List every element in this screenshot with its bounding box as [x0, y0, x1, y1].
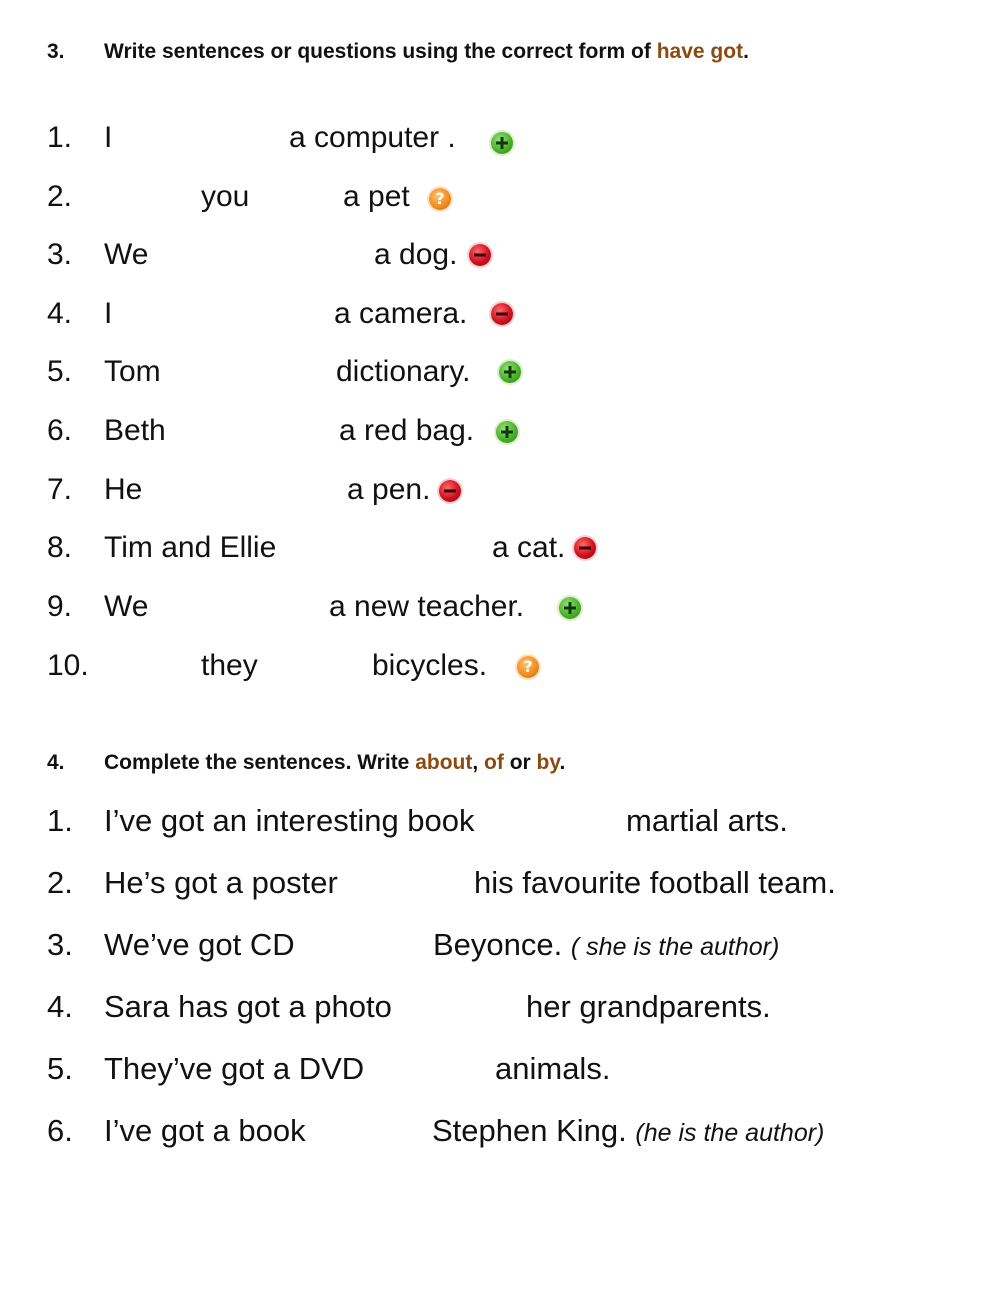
s3-item-subject: Tim and Ellie	[104, 531, 277, 564]
s4-item-start: We’ve got CD	[104, 927, 295, 962]
s4-item-number: 1.	[47, 803, 73, 838]
s4-item-end-text: Beyonce.	[433, 927, 563, 962]
keyword-about: about	[415, 751, 473, 774]
s4-item-number: 2.	[47, 865, 73, 900]
s4-item-number: 3.	[47, 927, 73, 962]
keyword-by: by	[536, 751, 560, 774]
s3-item-object: a camera.	[334, 297, 468, 330]
s3-item-object: a cat.	[492, 531, 566, 564]
s3-item-number: 8.	[47, 531, 73, 564]
s3-item-subject: Beth	[104, 414, 166, 447]
question-icon: ?	[517, 656, 539, 678]
instruction-comma: ,	[472, 751, 485, 774]
s4-item-number: 5.	[47, 1051, 73, 1086]
s3-item-number: 7.	[47, 473, 73, 506]
s3-item-number: 9.	[47, 590, 73, 623]
s3-item-subject: I	[104, 297, 113, 330]
s3-item-object: a pet	[343, 180, 410, 213]
s3-item-object: a computer .	[289, 121, 456, 154]
s3-item-number: 2.	[47, 180, 73, 213]
s3-item-number: 4.	[47, 297, 73, 330]
keyword-have-got: have got	[656, 40, 744, 63]
section-4-instruction	[104, 751, 565, 775]
section-3-instruction	[104, 40, 749, 64]
s3-item-subject: they	[201, 649, 258, 682]
s3-item-number: 1.	[47, 121, 73, 154]
s4-item-end	[432, 1113, 824, 1151]
s3-item-object: a pen.	[347, 473, 431, 506]
s4-item-start: I’ve got an interesting book	[104, 803, 475, 838]
instruction-text: Complete the sentences. Write	[104, 751, 416, 774]
minus-icon	[469, 244, 491, 266]
s3-item-subject: He	[104, 473, 143, 506]
s3-item-object: dictionary.	[336, 355, 471, 388]
s4-item-start: Sara has got a photo	[104, 989, 392, 1024]
plus-icon	[496, 421, 518, 443]
s4-item-start: They’ve got a DVD	[104, 1051, 365, 1086]
s3-item-subject: We	[104, 238, 149, 271]
minus-icon	[491, 303, 513, 325]
s3-item-subject: you	[201, 180, 250, 213]
s3-item-subject: We	[104, 590, 149, 623]
s3-item-object: a dog.	[374, 238, 458, 271]
s3-item-object: bicycles.	[372, 649, 488, 682]
s4-item-start: I’ve got a book	[104, 1113, 306, 1148]
s4-item-number: 6.	[47, 1113, 73, 1148]
minus-icon	[439, 480, 461, 502]
s4-item-end: his favourite football team.	[474, 865, 836, 900]
s4-item-end	[433, 927, 779, 965]
s4-item-note: ( she is the author)	[570, 933, 780, 961]
s3-item-object: a red bag.	[339, 414, 475, 447]
s3-item-subject: I	[104, 121, 113, 154]
instruction-period: .	[743, 40, 749, 63]
s3-item-subject: Tom	[104, 355, 161, 388]
minus-icon	[574, 537, 596, 559]
plus-icon	[499, 361, 521, 383]
instruction-or: or	[503, 751, 537, 774]
section-3-number: 3.	[47, 40, 65, 63]
keyword-of: of	[484, 751, 504, 774]
plus-icon	[559, 597, 581, 619]
s4-item-end: martial arts.	[626, 803, 788, 838]
s4-item-end: her grandparents.	[526, 989, 771, 1024]
s4-item-end: animals.	[495, 1051, 611, 1086]
instruction-period: .	[559, 751, 566, 774]
instruction-text: Write sentences or questions using the correct form of	[104, 40, 657, 63]
plus-icon	[491, 132, 513, 154]
s4-item-end-text: Stephen King.	[432, 1113, 627, 1148]
s4-item-start: He’s got a poster	[104, 865, 338, 900]
s3-item-object: a new teacher.	[329, 590, 525, 623]
s4-item-number: 4.	[47, 989, 73, 1024]
s3-item-number: 3.	[47, 238, 73, 271]
s3-item-number: 5.	[47, 355, 73, 388]
s3-item-number: 6.	[47, 414, 73, 447]
s3-item-number: 10.	[47, 649, 89, 682]
section-4-number: 4.	[47, 751, 65, 774]
question-icon: ?	[429, 188, 451, 210]
s4-item-note: (he is the author)	[635, 1119, 825, 1147]
